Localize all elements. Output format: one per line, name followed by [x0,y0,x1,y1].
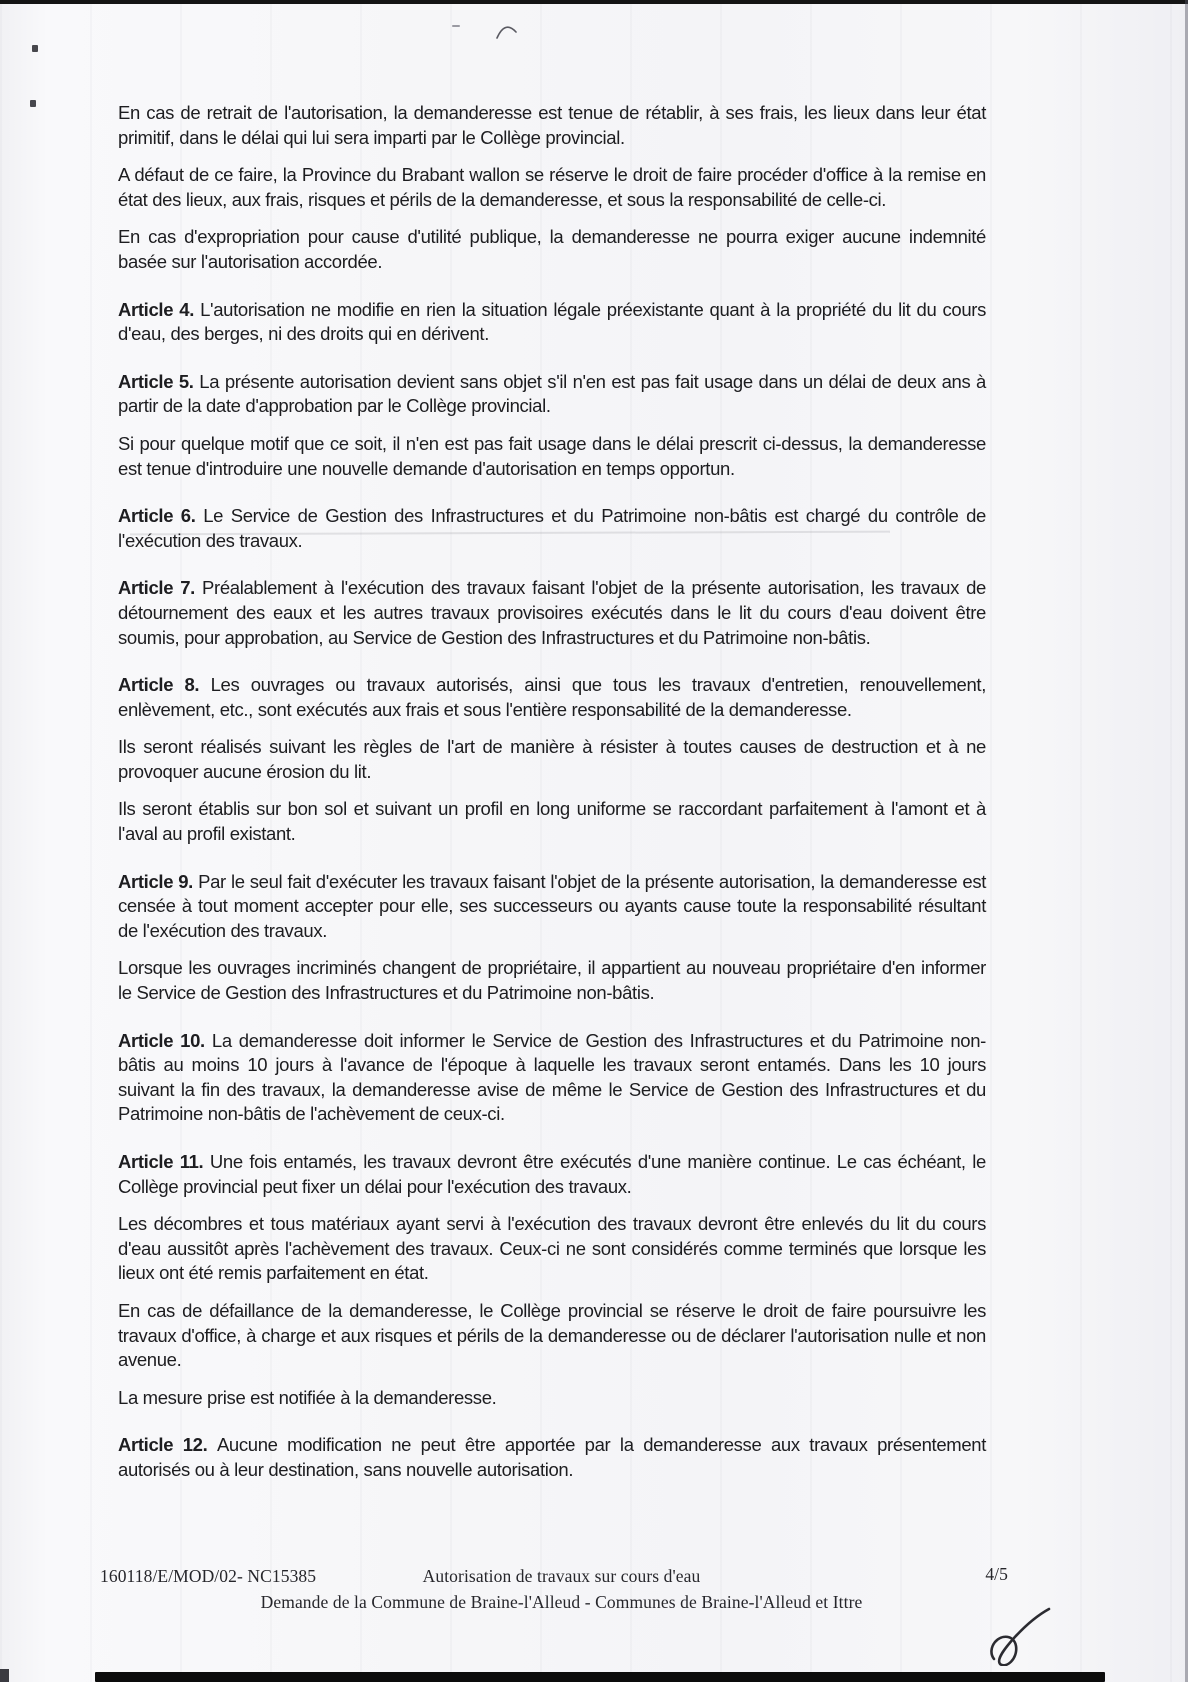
article-label: Article 12. [118,1434,217,1456]
page-number: 4/5 [985,1564,1008,1584]
article-paragraph [118,1150,986,1199]
article-label: Article 5. [118,370,200,392]
article-paragraph [118,1433,986,1482]
paragraph-text: Par le seul fait d'exécuter les travaux faisant l'objet de la présente autorisation, la demanderesse est censée à tout moment accepter pour elle, ses successeurs ou ayants cause toute la responsabilité résultant de l'exécution des travaux. [118,870,987,941]
paragraph-text: Les ouvrages ou travaux autorisés, ainsi que tous les travaux d'entretien, renouvellement, enlèvement, etc., sont exécutés aux frais et sous l'entière responsabilité de la demanderesse. [118,674,986,720]
paragraph-text: Une fois entamés, les travaux devront être exécutés d'une manière continue. Le cas échéant, le Collège provincial peut fixer un délai pour l'exécution des travaux. [118,1151,986,1197]
scan-top-edge [0,0,1188,4]
paragraph-text: Aucune modification ne peut être apportée par la demanderesse aux travaux présentement autorisés ou à leur destination, sans nouvelle autorisation. [118,1434,986,1480]
article-paragraph [118,504,986,553]
paragraph [118,101,986,150]
paragraph-text: En cas de retrait de l'autorisation, la demanderesse est tenue de rétablir, à ses frais, les lieux dans leur état primitif, dans le délai qui lui sera imparti par le Collège provincial. [118,102,986,148]
article-label: Article 10. [118,1029,212,1051]
paragraph [118,956,986,1005]
pen-speck [452,25,460,27]
footer-subtitle: Demande de la Commune de Braine-l'Alleud - Communes de Braine-l'Alleud et Ittre [260,1592,863,1612]
paragraph-text: La présente autorisation devient sans objet s'il n'en est pas fait usage dans un délai de deux ans à partir de la date d'approbation par le Collège provincial. [118,370,986,417]
paragraph [118,225,986,274]
article-label: Article 4. [118,298,201,320]
paragraph [118,432,986,481]
article-paragraph [118,576,986,650]
document-reference: 160118/E/MOD/02- NC15385 [100,1566,317,1586]
paragraph-text: A défaut de ce faire, la Province du Brabant wallon se réserve le droit de faire procéder d'office à la remise en état des lieux, aux frais, risques et périls de la demanderesse, et sous la responsabilité de celle-ci. [118,164,986,210]
paragraph-text: Le Service de Gestion des Infrastructures et du Patrimoine non-bâtis est chargé du contrôle de l'exécution des travaux. [118,505,986,551]
paragraph-text: Préalablement à l'exécution des travaux faisant l'objet de la présente autorisation, les travaux de détournement des eaux et les autres travaux provisoires exécutés dans le lit du cours d'eau doivent être soumis, pour approbation, au Service de Gestion des Infrastructures et du Patrimoine non-bâtis. [118,577,986,648]
paragraph [118,1299,986,1373]
paragraph-text: Ils seront réalisés suivant les règles de l'art de manière à résister à toutes causes de destruction et à ne provoquer aucune érosion du lit. [118,736,986,782]
footer-title: Autorisation de travaux sur cours d'eau [422,1566,701,1586]
article-paragraph [118,870,986,944]
article-paragraph [118,1029,986,1127]
pen-arc-mark [494,22,520,44]
paragraph-text: Si pour quelque motif que ce soit, il n'en est pas fait usage dans le délai prescrit ci-dessus, la demanderesse est tenue d'introduire une nouvelle demande d'autorisation en temps opportun. [118,432,986,479]
article-label: Article 11. [118,1151,210,1172]
article-label: Article 9. [118,870,199,892]
scan-bottom-bar [95,1672,1105,1682]
paragraph-text: Lorsque les ouvrages incriminés changent de propriétaire, il appartient au nouveau propriétaire d'en informer le Service de Gestion des Infrastructures et du Patrimoine non-bâtis. [118,957,986,1004]
paragraph-text: Les décombres et tous matériaux ayant servi à l'exécution des travaux devront être enlevés du lit du cours d'eau aussitôt après l'achèvement des travaux. Ceux-ci ne sont considérés comme terminés que lorsque les lieux ont été remis parfaitement en état. [118,1213,986,1284]
paragraph-text: Ils seront établis sur bon sol et suivant un profil en long uniforme se raccordant parfaitement à l'amont et à l'aval au profil existant. [118,798,986,845]
signature-paraph [983,1604,1055,1666]
paragraph-text: En cas d'expropriation pour cause d'utilité publique, la demanderesse ne pourra exiger aucune indemnité basée sur l'autorisation accordée. [118,226,986,272]
paragraph [118,163,986,212]
staple-mark [32,45,38,52]
paragraph-text: En cas de défaillance de la demanderesse, le Collège provincial se réserve le droit de faire poursuivre les travaux d'office, à charge et aux risques et périls de la demanderesse ou de déclarer l'autorisation nulle et non avenue. [118,1299,986,1371]
article-paragraph [118,673,986,722]
paragraph [118,797,986,846]
article-paragraph [118,298,986,347]
paragraph-text: La mesure prise est notifiée à la demanderesse. [118,1386,497,1408]
article-label: Article 8. [118,674,211,696]
article-label: Article 6. [118,505,204,527]
paragraph-text: La demanderesse doit informer le Service de Gestion des Infrastructures et du Patrimoine non-bâtis au moins 10 jours à l'avance de l'époque à laquelle les travaux seront entamés. Dans les 10 jours suivant la fin des travaux, la demanderesse avise de même le Service de Gestion des Infrastructures et du Patrimoine non-bâtis de l'achèvement de ceux-ci. [118,1029,986,1125]
scan-bottom-corner [0,1669,9,1682]
paragraph-text: L'autorisation ne modifie en rien la situation légale préexistante quant à la propriété du lit du cours d'eau, des berges, ni des droits qui en dérivent. [118,298,986,345]
document-body [118,101,986,1496]
paragraph [118,735,986,784]
article-paragraph [118,370,986,419]
paragraph [118,1212,986,1286]
paragraph [118,1386,986,1411]
staple-mark [30,100,36,107]
article-label: Article 7. [118,577,203,599]
